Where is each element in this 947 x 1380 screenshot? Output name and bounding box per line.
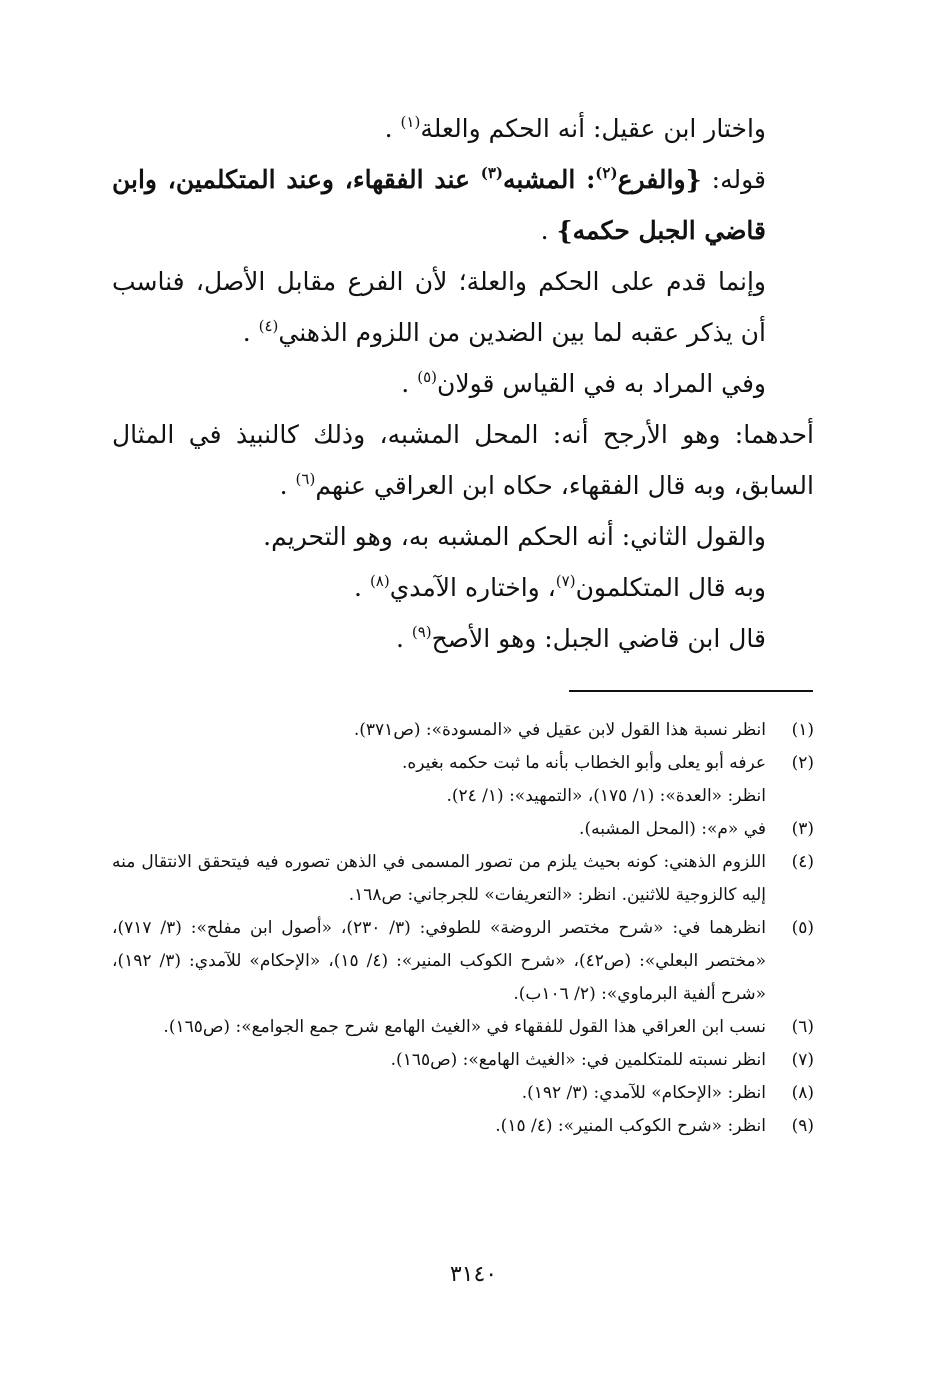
paragraph-text: وفي المراد به في القياس قولان bbox=[436, 369, 766, 398]
paragraph-text: والقول الثاني: أنه الحكم المشبه به، وهو التحريم. bbox=[263, 522, 766, 551]
paragraph-text: وإنما قدم على الحكم والعلة؛ لأن الفرع مقابل الأصل، فناسب أن يذكر عقبه لما بين الضدين من اللزوم الذهني bbox=[112, 267, 766, 347]
paragraph-text: وبه قال المتكلمون bbox=[575, 573, 766, 602]
paragraph-end: . bbox=[354, 573, 370, 602]
paragraph-end: . bbox=[242, 318, 259, 347]
footnotes bbox=[112, 714, 814, 1143]
footnote-separator bbox=[569, 690, 813, 692]
paragraph-2 bbox=[112, 154, 814, 256]
footnote-line: نسب ابن العراقي هذا القول للفقهاء في «الغيث الهامع شرح جمع الجوامع»: (ص١٦٥). bbox=[163, 1017, 766, 1037]
paragraph-end: . bbox=[540, 216, 557, 245]
footnote bbox=[112, 1110, 814, 1143]
paragraph-end: . bbox=[395, 624, 412, 653]
footnote-number: (٤) bbox=[791, 852, 814, 872]
footnote-number: (٨) bbox=[791, 1083, 814, 1103]
footnote-body bbox=[112, 846, 766, 912]
paragraph-text: واختار ابن عقيل: أنه الحكم والعلة bbox=[420, 114, 766, 143]
quoted-text-part: عند الفقهاء، وعند المتكلمين، وابن قاضي الجبل حكمه} bbox=[112, 165, 766, 245]
paragraph-6 bbox=[112, 511, 814, 562]
footnote-ref: (٢) bbox=[595, 164, 618, 182]
paragraph-3 bbox=[112, 256, 814, 358]
footnote bbox=[112, 846, 814, 912]
footnote-line: اللزوم الذهني: كونه بحيث يلزم من تصور المسمى في الذهن تصوره فيه فيتحقق الانتقال منه إليه كالزوجية للاثنين. انظر: «التعريفات» للجرجاني: ص١٦٨. bbox=[112, 852, 766, 905]
footnote-ref: (٥) bbox=[417, 368, 437, 386]
paragraph-text: قال ابن قاضي الجبل: وهو الأصح bbox=[431, 624, 766, 653]
quoted-text-part: {والفرع bbox=[617, 165, 702, 194]
footnote-number: (١) bbox=[791, 720, 814, 740]
footnote-body bbox=[112, 714, 766, 747]
page-number: ٣١٤٠ bbox=[449, 1262, 498, 1287]
footnote bbox=[112, 1044, 814, 1077]
footnote-ref: (٩) bbox=[411, 623, 432, 641]
paragraph-text: ، واختاره الآمدي bbox=[389, 573, 556, 602]
footnote-line: عرفه أبو يعلى وأبو الخطاب بأنه ما ثبت حكمه بغيره. bbox=[401, 753, 766, 773]
footnote-body bbox=[112, 912, 766, 1011]
footnote-body bbox=[112, 1044, 766, 1077]
footnote-line: انظر: «العدة»: (١/ ١٧٥)، «التمهيد»: (١/ ٢٤). bbox=[446, 786, 766, 806]
footnote-body bbox=[112, 1110, 766, 1143]
footnote-number: (٥) bbox=[791, 918, 814, 938]
footnote-number: (٦) bbox=[791, 1017, 814, 1037]
footnote-line: انظر نسبة هذا القول لابن عقيل في «المسودة»: (ص٣٧١). bbox=[353, 720, 766, 740]
footnote-line: انظر نسبته للمتكلمين في: «الغيث الهامع»: (ص١٦٥). bbox=[390, 1050, 766, 1070]
footnote-body bbox=[112, 1011, 766, 1044]
footnote-number: (٧) bbox=[791, 1050, 814, 1070]
footnote-ref: (٦) bbox=[295, 470, 316, 488]
footnote bbox=[112, 912, 814, 1011]
footnote-body bbox=[112, 1077, 766, 1110]
footnote-line: انظر: «شرح الكوكب المنير»: (٤/ ١٥). bbox=[495, 1116, 766, 1136]
paragraph-intro: قوله: bbox=[701, 165, 766, 194]
paragraph-1 bbox=[112, 103, 814, 154]
footnote-ref: (٣) bbox=[480, 164, 504, 182]
footnote-ref: (١) bbox=[400, 113, 421, 131]
paragraph-end: . bbox=[384, 114, 401, 143]
paragraph-4 bbox=[112, 358, 814, 409]
footnote-number: (٢) bbox=[791, 753, 814, 773]
footnote bbox=[112, 1077, 814, 1110]
footnote bbox=[112, 747, 814, 813]
footnote bbox=[112, 1011, 814, 1044]
footnote-line: انظرهما في: «شرح مختصر الروضة» للطوفي: (٣/ ٢٣٠)، «أصول ابن مفلح»: (٣/ ٧١٧)، «مختصر البعلي»: (ص٤٢)، «شرح الكوكب المنير»: (٤/ ١٥)، «الإحكام» للآمدي: (٣/ ١٩٢)، «شرح ألفية البرماوي»: (٢/ ١٠٦ب). bbox=[112, 918, 766, 1004]
quoted-text bbox=[112, 165, 766, 245]
footnote bbox=[112, 813, 814, 846]
footnote-number: (٣) bbox=[791, 819, 814, 839]
paragraph-end: . bbox=[401, 369, 418, 398]
footnote-body bbox=[112, 813, 766, 846]
footnote bbox=[112, 714, 814, 747]
paragraph-8 bbox=[112, 613, 814, 664]
footnote-line: انظر: «الإحكام» للآمدي: (٣/ ١٩٢). bbox=[521, 1083, 766, 1103]
footnote-ref: (٧) bbox=[555, 572, 576, 590]
paragraph-text: أحدهما: وهو الأرجح أنه: المحل المشبه، وذلك كالنبيذ في المثال السابق، وبه قال الفقهاء، حكاه ابن العراقي عنهم bbox=[112, 420, 814, 500]
footnote-ref: (٨) bbox=[369, 572, 390, 590]
footnote-line: في «م»: (المحل المشبه). bbox=[579, 819, 766, 839]
quoted-text-part: : المشبه bbox=[503, 165, 596, 194]
footnote-ref: (٤) bbox=[258, 317, 279, 335]
footnote-number: (٩) bbox=[791, 1116, 814, 1136]
main-text bbox=[112, 103, 814, 664]
paragraph-end: . bbox=[279, 471, 296, 500]
footnote-body bbox=[112, 747, 766, 813]
paragraph-5 bbox=[112, 409, 814, 511]
paragraph-7 bbox=[112, 562, 814, 613]
